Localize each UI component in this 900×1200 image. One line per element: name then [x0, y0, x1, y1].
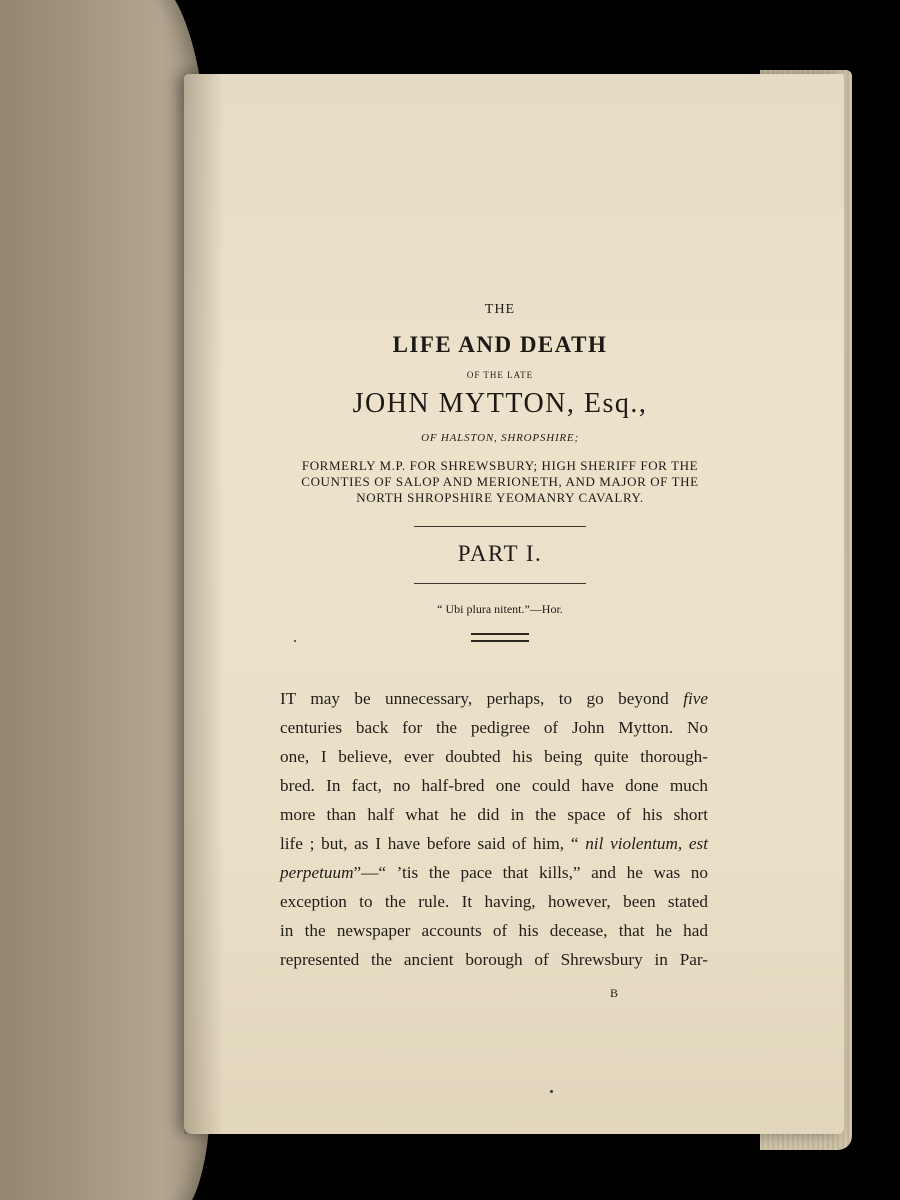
office-line: COUNTIES OF SALOP AND MERIONETH, AND MAJOR OF THE [301, 474, 699, 489]
text-line: represented the ancient borough of Shrewsbury in Par- [280, 950, 708, 969]
body-text [280, 684, 708, 974]
text-line: more than half what he did in the space of his short [280, 805, 708, 824]
title-page [184, 74, 844, 1134]
of-the-late: OF THE LATE [466, 370, 534, 380]
left-facing-page [0, 0, 210, 1200]
text-line: exception to the rule. It having, however, been stated [280, 892, 708, 911]
office-line: NORTH SHROPSHIRE YEOMANRY CAVALRY. [356, 490, 644, 505]
text-line: in the newspaper accounts of his decease, that he had [280, 921, 708, 940]
part-heading: PART I. [457, 541, 543, 566]
text-line: one, I believe, ever doubted his being quite thorough- [280, 747, 708, 766]
lower-rule [414, 583, 586, 584]
subject-name: JOHN MYTTON, Esq., [352, 388, 648, 419]
text-line: perpetuum”—“ ’tis the pace that kills,” and he was no [280, 863, 708, 882]
title-block [184, 302, 816, 642]
epigraph: “ Ubi plura nitent.”—Hor. [437, 602, 563, 616]
title-the: THE [484, 302, 516, 317]
text-line: life ; but, as I have before said of him, “ nil violentum, est [280, 834, 709, 853]
ink-speck [550, 1090, 553, 1093]
offices [184, 458, 816, 506]
signature-mark: B [610, 986, 619, 1000]
ink-speck [294, 640, 296, 642]
upper-rule [414, 526, 586, 527]
office-line: FORMERLY M.P. FOR SHREWSBURY; HIGH SHERIFF FOR THE [301, 458, 699, 473]
residence: OF HALSTON, SHROPSHIRE; [421, 432, 579, 444]
main-title: LIFE AND DEATH [392, 332, 608, 357]
text-line: centuries back for the pedigree of John Mytton. No [280, 718, 708, 737]
text-line: bred. In fact, no half-bred one could have done much [280, 776, 708, 795]
double-rule [471, 633, 529, 642]
text-line: IT may be unnecessary, perhaps, to go beyond five [280, 689, 708, 708]
